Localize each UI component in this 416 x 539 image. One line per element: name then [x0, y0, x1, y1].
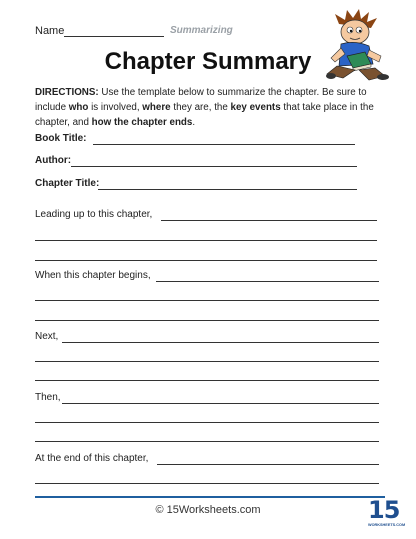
- answer-line[interactable]: [35, 483, 379, 484]
- directions-part: Use the template below to summarize the chapter. Be sure to include: [35, 87, 367, 113]
- logo-number: 15: [368, 496, 400, 524]
- topic-label: Summarizing: [170, 25, 233, 36]
- directions-part: that take place in the chapter, and: [35, 102, 374, 128]
- answer-line[interactable]: [35, 361, 379, 362]
- prompt-next: Next,: [35, 331, 59, 342]
- directions-emphasis: how the chapter ends: [91, 117, 193, 128]
- answer-line[interactable]: [35, 240, 377, 241]
- answer-line[interactable]: [35, 441, 379, 442]
- page-title: Chapter Summary: [104, 48, 312, 75]
- chapter-title-label: Chapter Title:: [35, 178, 100, 189]
- answer-line[interactable]: [62, 403, 379, 404]
- answer-line[interactable]: [157, 464, 379, 465]
- author-line[interactable]: [71, 166, 357, 167]
- answer-line[interactable]: [35, 422, 379, 423]
- footer-copyright: © 15Worksheets.com: [155, 504, 261, 516]
- answer-line[interactable]: [156, 281, 379, 282]
- footer-divider: [35, 496, 385, 498]
- answer-line[interactable]: [35, 380, 379, 381]
- answer-line[interactable]: [161, 220, 377, 221]
- directions-part: .: [192, 117, 196, 128]
- prompt-end: At the end of this chapter,: [35, 453, 149, 464]
- directions-emphasis: where: [142, 102, 171, 113]
- directions-lead: DIRECTIONS:: [35, 87, 99, 98]
- author-label: Author:: [35, 155, 72, 166]
- name-line[interactable]: [64, 36, 164, 37]
- name-label: Name: [35, 25, 65, 37]
- directions-emphasis: who: [68, 102, 89, 113]
- directions-text: [35, 85, 385, 130]
- answer-line[interactable]: [62, 342, 379, 343]
- chapter-title-line[interactable]: [98, 189, 357, 190]
- answer-line[interactable]: [35, 300, 379, 301]
- prompt-begins: When this chapter begins,: [35, 270, 151, 281]
- prompt-then: Then,: [35, 392, 61, 403]
- directions-part: they are, the: [170, 102, 231, 113]
- book-title-label: Book Title:: [35, 133, 87, 144]
- logo-text: WORKSHEETS.COM: [368, 523, 406, 527]
- prompt-leading-up: Leading up to this chapter,: [35, 209, 153, 220]
- answer-line[interactable]: [35, 260, 377, 261]
- answer-line[interactable]: [35, 320, 379, 321]
- directions-part: is involved,: [88, 102, 143, 113]
- worksheets-logo: [368, 496, 406, 531]
- directions-emphasis: key events: [230, 102, 281, 113]
- book-title-line[interactable]: [93, 144, 355, 145]
